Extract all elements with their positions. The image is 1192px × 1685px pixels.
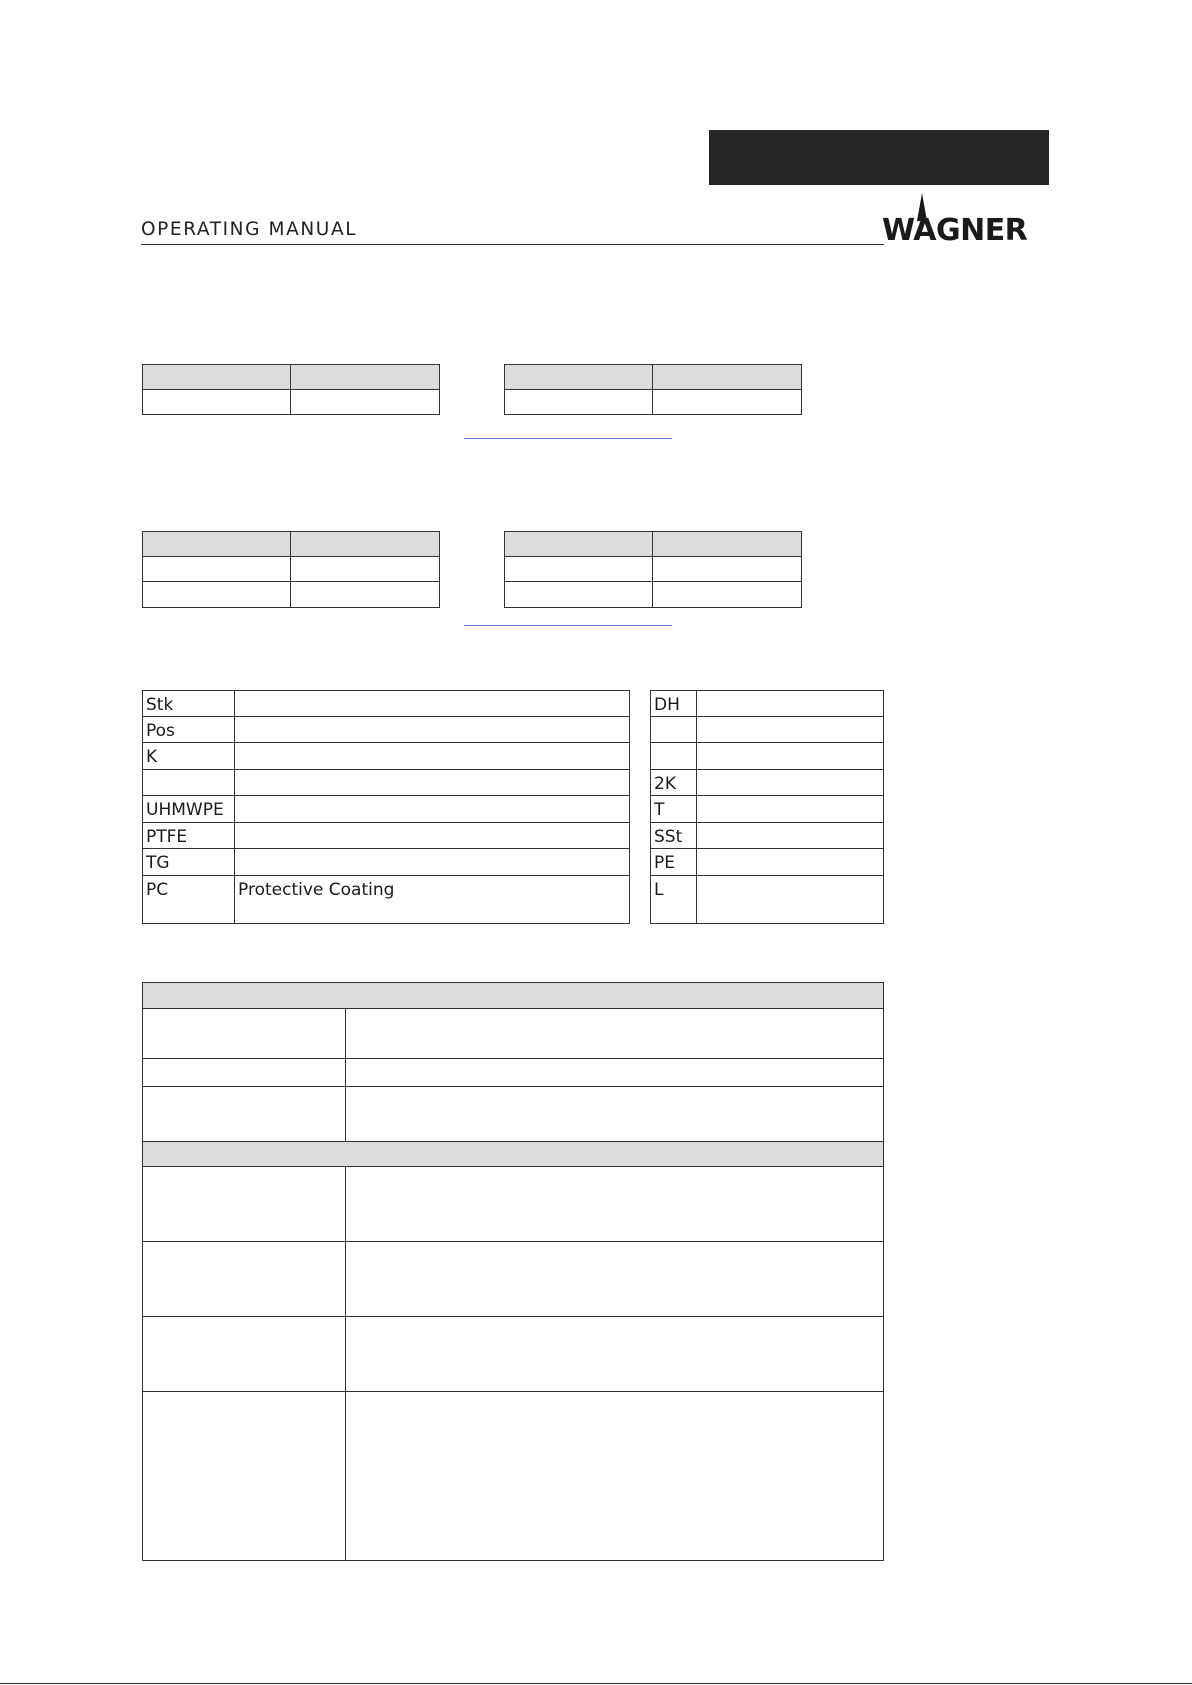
spec-value-cell [345,1166,884,1242]
abbr-meaning-cell [234,690,630,717]
spec-value-cell [345,1316,884,1392]
logo-wordmark: WAGNER [882,213,1028,248]
spec-label-cell [142,1316,346,1392]
spec-section-header-2 [142,1141,884,1167]
table-1a-cell [290,389,440,415]
abbr-cell: PE [650,848,697,876]
abbr-cell: Pos [142,716,235,743]
spec-label-cell [142,1241,346,1317]
table-1b-header-cell-1 [504,364,653,390]
table-2b-cell [504,581,653,608]
table-2b-cell [652,556,802,582]
abbr-meaning-cell [696,848,884,876]
table-1b-cell [504,389,653,415]
abbr-meaning-cell [234,769,630,796]
abbr-cell: UHMWPE [142,795,235,823]
spec-value-cell [345,1008,884,1059]
abbr-cell: PC [142,875,235,924]
abbr-cell: L [650,875,697,924]
table-2b-cell [504,556,653,582]
abbr-cell [650,742,697,770]
abbr-cell: PTFE [142,822,235,849]
link-underline-1[interactable] [464,438,672,439]
link-underline-2[interactable] [464,625,672,626]
table-2b-header-cell-2 [652,531,802,557]
abbr-cell: 2K [650,769,697,796]
table-2b-cell [652,581,802,608]
abbr-meaning-cell [696,769,884,796]
abbr-cell [650,716,697,743]
table-2a-cell [142,581,291,608]
spec-label-cell [142,1008,346,1059]
abbr-meaning-cell [234,716,630,743]
header-black-bar [709,130,1049,185]
table-1a-header-cell-2 [290,364,440,390]
table-2a-header-cell-2 [290,531,440,557]
abbr-meaning-cell: Protective Coating [234,875,630,924]
abbr-meaning-cell [696,716,884,743]
abbr-meaning-cell [234,795,630,823]
abbr-meaning-cell [696,690,884,717]
spec-value-cell [345,1086,884,1142]
table-2a-cell [290,581,440,608]
spec-label-cell [142,1086,346,1142]
spec-value-cell [345,1241,884,1317]
abbr-cell: SSt [650,822,697,849]
abbr-cell: Stk [142,690,235,717]
wagner-logo [882,193,1048,246]
table-2a-cell [290,556,440,582]
page-title: OPERATING MANUAL [141,219,358,240]
spec-label-cell [142,1058,346,1087]
abbr-meaning-cell [696,822,884,849]
spec-value-cell [345,1058,884,1087]
abbr-meaning-cell [234,822,630,849]
spec-label-cell [142,1391,346,1561]
table-1b-cell [652,389,802,415]
table-2a-header-cell-1 [142,531,291,557]
abbr-cell: T [650,795,697,823]
abbr-cell: TG [142,848,235,876]
footer-divider [0,1683,1192,1684]
table-1a-cell [142,389,291,415]
table-1a-header-cell-1 [142,364,291,390]
spec-section-header-1 [142,982,884,1009]
spec-label-cell [142,1166,346,1242]
abbr-meaning-cell [696,875,884,924]
abbr-cell [142,769,235,796]
header-divider [141,244,884,245]
abbr-meaning-cell [234,848,630,876]
abbr-cell: K [142,742,235,770]
table-2b-header-cell-1 [504,531,653,557]
abbr-meaning-cell [696,742,884,770]
abbr-meaning-cell [234,742,630,770]
table-2a-cell [142,556,291,582]
abbr-cell: DH [650,690,697,717]
abbr-meaning-cell [696,795,884,823]
spec-value-cell [345,1391,884,1561]
table-1b-header-cell-2 [652,364,802,390]
